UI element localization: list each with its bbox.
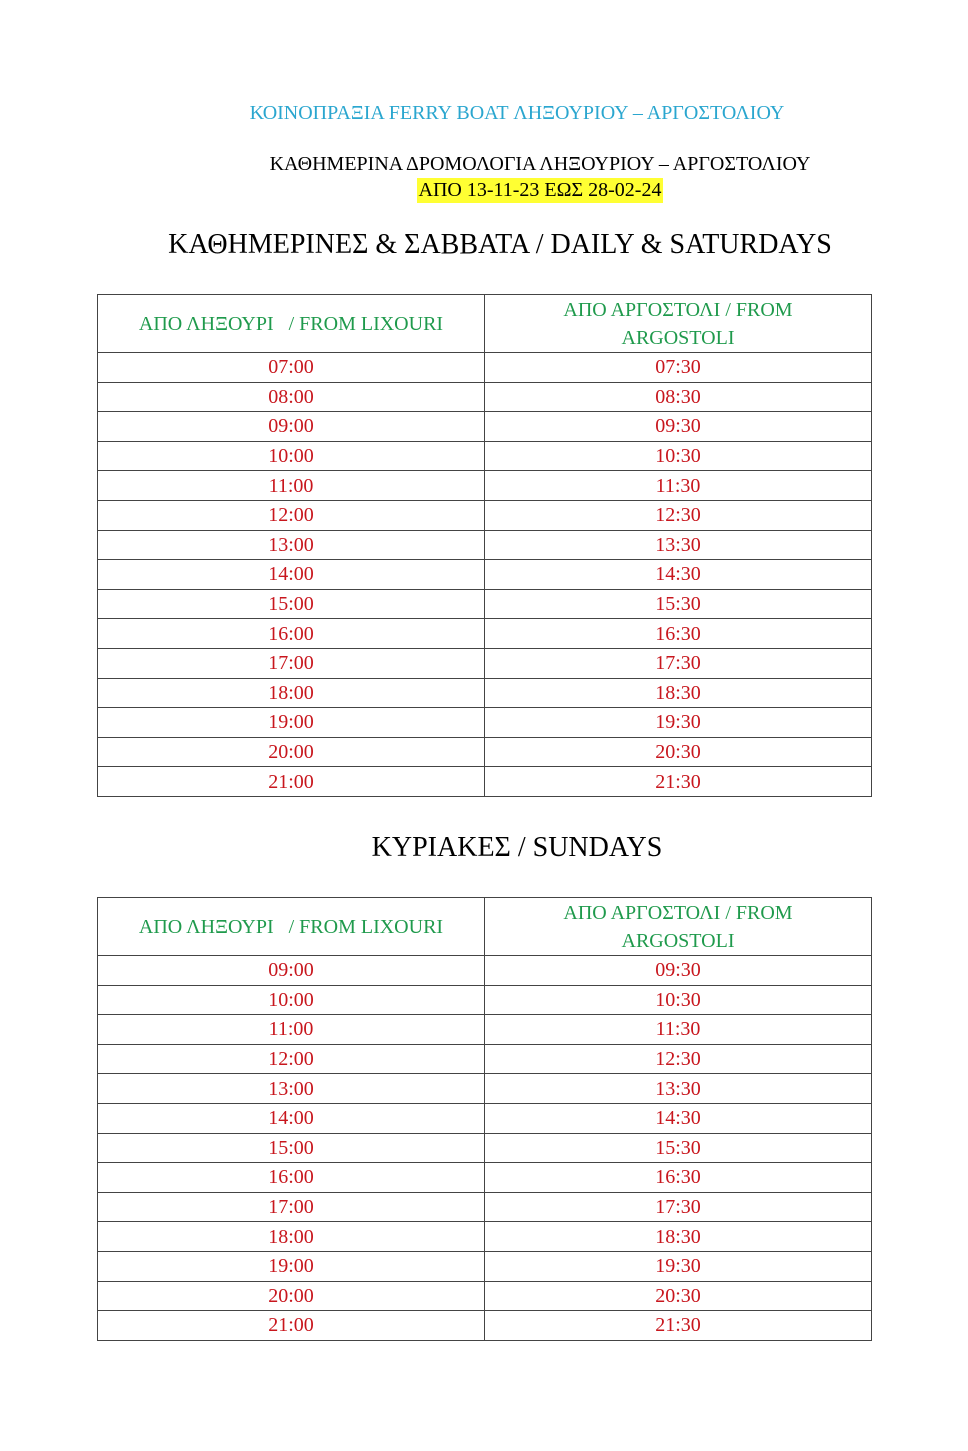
table-row bbox=[98, 471, 872, 501]
departure-time-from-lixouri: 12:00 bbox=[98, 1044, 485, 1074]
table-row bbox=[98, 619, 872, 649]
table-row bbox=[98, 1044, 872, 1074]
departure-time-from-lixouri: 08:00 bbox=[98, 382, 485, 412]
table-row bbox=[98, 530, 872, 560]
table-row bbox=[98, 1133, 872, 1163]
table-row bbox=[98, 382, 872, 412]
departure-time-from-lixouri: 16:00 bbox=[98, 1163, 485, 1193]
table-row bbox=[98, 1103, 872, 1133]
departure-time-from-lixouri: 14:00 bbox=[98, 560, 485, 590]
route-title: ΚΑΘΗΜΕΡΙΝΑ ΔΡΟΜΟΛΟΓΙΑ ΛΗΞΟΥΡΙΟΥ – ΑΡΓΟΣΤΟΛΙΟΥ bbox=[269, 153, 811, 175]
table-row bbox=[98, 985, 872, 1015]
table-row bbox=[98, 648, 872, 678]
table-row bbox=[98, 1311, 872, 1341]
sunday-schedule-table bbox=[97, 897, 872, 1341]
table-row bbox=[98, 737, 872, 767]
departure-time-from-argostoli: 11:30 bbox=[485, 1015, 872, 1045]
departure-time-from-argostoli: 15:30 bbox=[485, 589, 872, 619]
departure-time-from-lixouri: 20:00 bbox=[98, 1281, 485, 1311]
company-name: ΚΟΙΝΟΠΡΑΞΙΑ FERRY BOAT ΛΗΞΟΥΡΙΟΥ – ΑΡΓΟΣΤΟΛΙΟΥ bbox=[249, 102, 785, 124]
departure-time-from-lixouri: 14:00 bbox=[98, 1103, 485, 1133]
departure-time-from-lixouri: 15:00 bbox=[98, 589, 485, 619]
departure-time-from-argostoli: 15:30 bbox=[485, 1133, 872, 1163]
departure-time-from-lixouri: 19:00 bbox=[98, 708, 485, 738]
departure-time-from-argostoli: 14:30 bbox=[485, 560, 872, 590]
departure-time-from-argostoli: 18:30 bbox=[485, 678, 872, 708]
departure-time-from-lixouri: 11:00 bbox=[98, 1015, 485, 1045]
departure-time-from-argostoli: 09:30 bbox=[485, 412, 872, 442]
departure-time-from-lixouri: 11:00 bbox=[98, 471, 485, 501]
table-row bbox=[98, 1192, 872, 1222]
table-row bbox=[98, 1015, 872, 1045]
table-row bbox=[98, 412, 872, 442]
departure-time-from-lixouri: 18:00 bbox=[98, 678, 485, 708]
table-row bbox=[98, 1074, 872, 1104]
table-row bbox=[98, 1222, 872, 1252]
departure-time-from-argostoli: 12:30 bbox=[485, 500, 872, 530]
table-row bbox=[98, 500, 872, 530]
column-header-from-argostoli: ΑΠΟ ΑΡΓΟΣΤΟΛΙ / FROM ARGOSTOLI bbox=[485, 898, 872, 956]
table-row bbox=[98, 589, 872, 619]
column-header-from-lixouri: ΑΠΟ ΛΗΞΟΥΡΙ / FROM LIXOURI bbox=[98, 295, 485, 353]
table-row bbox=[98, 956, 872, 986]
departure-time-from-argostoli: 09:30 bbox=[485, 956, 872, 986]
departure-time-from-argostoli: 10:30 bbox=[485, 441, 872, 471]
column-header-from-lixouri: ΑΠΟ ΛΗΞΟΥΡΙ / FROM LIXOURI bbox=[98, 898, 485, 956]
departure-time-from-lixouri: 21:00 bbox=[98, 767, 485, 797]
departure-time-from-argostoli: 14:30 bbox=[485, 1103, 872, 1133]
departure-time-from-lixouri: 20:00 bbox=[98, 737, 485, 767]
departure-time-from-argostoli: 17:30 bbox=[485, 1192, 872, 1222]
departure-time-from-lixouri: 10:00 bbox=[98, 441, 485, 471]
table-row bbox=[98, 1251, 872, 1281]
departure-time-from-lixouri: 21:00 bbox=[98, 1311, 485, 1341]
departure-time-from-lixouri: 18:00 bbox=[98, 1222, 485, 1252]
departure-time-from-argostoli: 17:30 bbox=[485, 648, 872, 678]
departure-time-from-lixouri: 10:00 bbox=[98, 985, 485, 1015]
table-row bbox=[98, 441, 872, 471]
departure-time-from-argostoli: 20:30 bbox=[485, 1281, 872, 1311]
departure-time-from-argostoli: 13:30 bbox=[485, 530, 872, 560]
departure-time-from-argostoli: 21:30 bbox=[485, 1311, 872, 1341]
table-row bbox=[98, 767, 872, 797]
departure-time-from-lixouri: 13:00 bbox=[98, 530, 485, 560]
table-header-row bbox=[98, 898, 872, 956]
departure-time-from-lixouri: 12:00 bbox=[98, 500, 485, 530]
table-row bbox=[98, 708, 872, 738]
departure-time-from-argostoli: 21:30 bbox=[485, 767, 872, 797]
departure-time-from-argostoli: 12:30 bbox=[485, 1044, 872, 1074]
departure-time-from-argostoli: 08:30 bbox=[485, 382, 872, 412]
departure-time-from-lixouri: 09:00 bbox=[98, 412, 485, 442]
weekday-schedule-body bbox=[98, 353, 872, 797]
departure-time-from-lixouri: 15:00 bbox=[98, 1133, 485, 1163]
departure-time-from-lixouri: 16:00 bbox=[98, 619, 485, 649]
sunday-schedule-body bbox=[98, 956, 872, 1341]
departure-time-from-lixouri: 13:00 bbox=[98, 1074, 485, 1104]
weekday-section-title: ΚΑΘΗΜΕΡΙΝΕΣ & ΣΑΒΒΑΤΑ / DAILY & SATURDAYS bbox=[168, 229, 832, 260]
departure-time-from-lixouri: 17:00 bbox=[98, 1192, 485, 1222]
table-row bbox=[98, 353, 872, 383]
departure-time-from-argostoli: 13:30 bbox=[485, 1074, 872, 1104]
table-row bbox=[98, 560, 872, 590]
departure-time-from-argostoli: 07:30 bbox=[485, 353, 872, 383]
departure-time-from-argostoli: 19:30 bbox=[485, 1251, 872, 1281]
sunday-section-title: ΚΥΡΙΑΚΕΣ / SUNDAYS bbox=[371, 832, 663, 863]
departure-time-from-argostoli: 19:30 bbox=[485, 708, 872, 738]
table-row bbox=[98, 1163, 872, 1193]
departure-time-from-argostoli: 18:30 bbox=[485, 1222, 872, 1252]
departure-time-from-lixouri: 09:00 bbox=[98, 956, 485, 986]
table-row bbox=[98, 678, 872, 708]
departure-time-from-lixouri: 17:00 bbox=[98, 648, 485, 678]
departure-time-from-lixouri: 19:00 bbox=[98, 1251, 485, 1281]
weekday-schedule-table bbox=[97, 294, 872, 797]
departure-time-from-lixouri: 07:00 bbox=[98, 353, 485, 383]
period-wrapper bbox=[0, 178, 968, 203]
departure-time-from-argostoli: 16:30 bbox=[485, 1163, 872, 1193]
departure-time-from-argostoli: 11:30 bbox=[485, 471, 872, 501]
departure-time-from-argostoli: 16:30 bbox=[485, 619, 872, 649]
validity-period: ΑΠΟ 13-11-23 ΕΩΣ 28-02-24 bbox=[418, 179, 662, 201]
table-header-row bbox=[98, 295, 872, 353]
column-header-from-argostoli: ΑΠΟ ΑΡΓΟΣΤΟΛΙ / FROM ARGOSTOLI bbox=[485, 295, 872, 353]
departure-time-from-argostoli: 10:30 bbox=[485, 985, 872, 1015]
table-row bbox=[98, 1281, 872, 1311]
departure-time-from-argostoli: 20:30 bbox=[485, 737, 872, 767]
